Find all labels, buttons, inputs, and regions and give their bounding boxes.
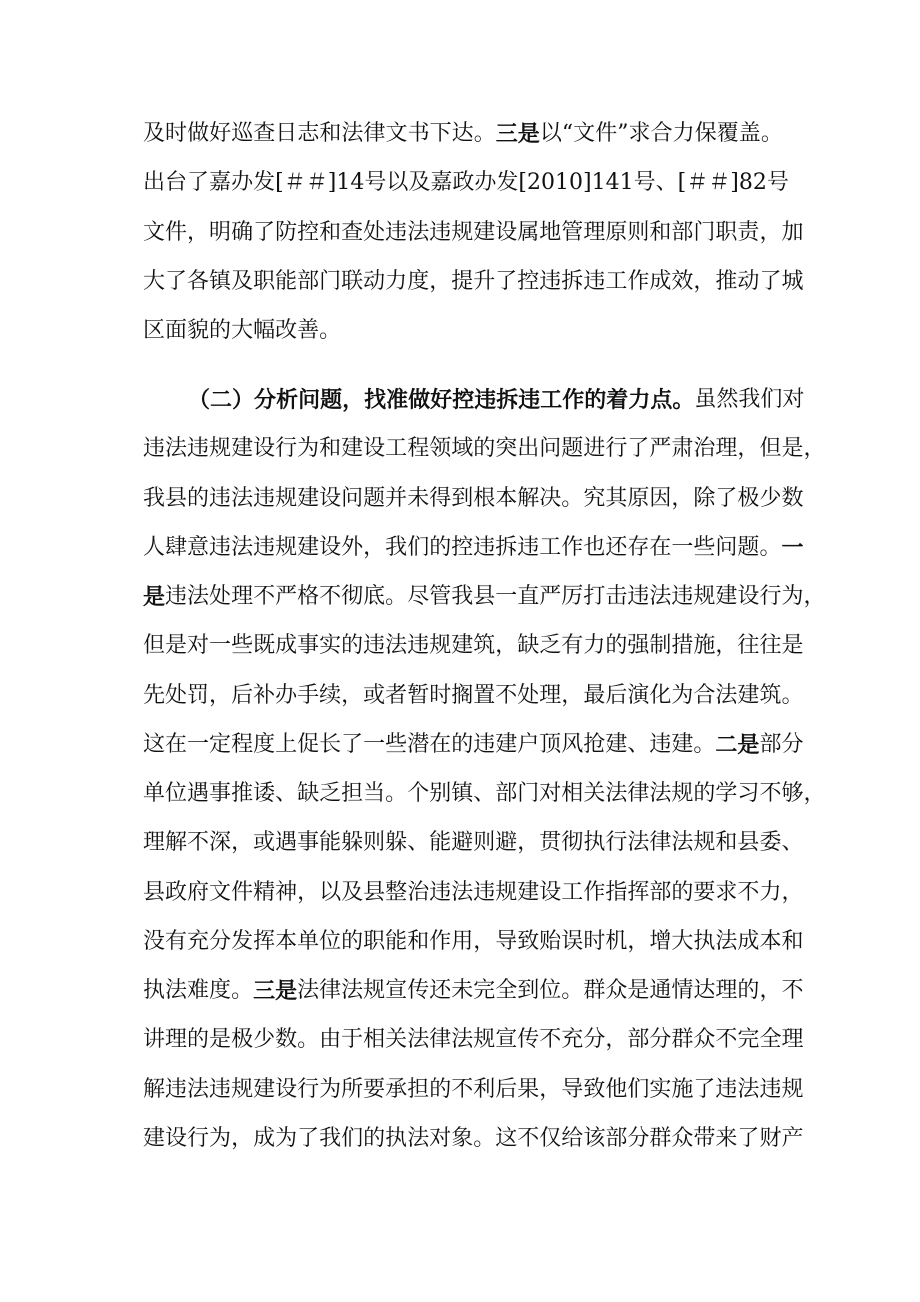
text-line: 及 时 做 好 巡 查 日 志 和 法 律 文 书 下 达 。 三 是 以 “ 文 件 ” 求 合 力 保 覆 盖 。	[143, 121, 783, 147]
text-line: 讲 理 的 是 极 少 数 。 由 于 相 关 法 律 法 规 宣 传 不 充 分 ， 部 分 群 众 不 完 全 理	[143, 1027, 804, 1053]
text-line: 没 有 充 分 发 挥 本 单 位 的 职 能 和 作 用 ， 导 致 贻 误 时 机 ， 增 大 执 法 成 本 和	[143, 928, 804, 954]
text-line: 文 件 ， 明 确 了 防 控 和 查 处 违 法 违 规 建 设 属 地 管 理 原 则 和 部 门 职 责 ， 加	[143, 219, 804, 245]
text-line: 执 法 难 度 。 三 是 法 律 法 规 宣 传 还 未 完 全 到 位 。 群 众 是 通 情 达 理 的 ， 不	[143, 978, 804, 1004]
text-line: （ 二 ） 分 析 问 题 ， 找 准 做 好 控 违 拆 违 工 作 的 着 力 点 。 虽 然 我 们 对	[188, 387, 805, 413]
text-line: 解 违 法 违 规 建 设 行 为 所 要 承 担 的 不 利 后 果 ， 导 致 他 们 实 施 了 违 法 违 规	[143, 1076, 804, 1102]
text-line: 我 县 的 违 法 违 规 建 设 问 题 并 未 得 到 根 本 解 决 。 究 其 原 因 ， 除 了 极 少 数	[143, 485, 804, 511]
text-line: 是 违 法 处 理 不 严 格 不 彻 底 。 尽 管 我 县 一 直 严 厉 打 击 违 法 违 规 建 设 行 为 ，	[143, 584, 826, 610]
text-line: 单 位 遇 事 推 诿 、 缺 乏 担 当 。 个 别 镇 、 部 门 对 相 关 法 律 法 规 的 学 习 不 够 ，	[143, 781, 826, 806]
text-line: 先 处 罚 ， 后 补 办 手 续 ， 或 者 暂 时 搁 置 不 处 理 ， 最 后 演 化 为 合 法 建 筑 。	[143, 682, 804, 708]
text-line: 这 在 一 定 程 度 上 促 长 了 一 些 潜 在 的 违 建 户 顶 风 抢 建 、 违 建 。 二 是 部 分	[143, 731, 804, 758]
text-line: 出 台 了 嘉 办 发 [ ＃ ＃ ] 1 4 号 以 及 嘉 政 办 发 [ 2 0 1 0 ] 1 4 1 号 、 [ ＃ ＃ ] 8 2 号	[143, 170, 789, 196]
text-line: 理 解 不 深 ， 或 遇 事 能 躲 则 躲 、 能 避 则 避 ， 贯 彻 执 行 法 律 法 规 和 县 委 、	[143, 830, 804, 856]
text-line: 违 法 违 规 建 设 行 为 和 建 设 工 程 领 域 的 突 出 问 题 进 行 了 严 肃 治 理 ， 但 是 ，	[143, 436, 826, 462]
text-line: 县 政 府 文 件 精 神 ， 以 及 县 整 治 违 法 违 规 建 设 工 作 指 挥 部 的 要 求 不 力 ，	[143, 879, 804, 905]
text-line: 人 肆 意 违 法 违 规 建 设 外 ， 我 们 的 控 违 拆 违 工 作 也 还 存 在 一 些 问 题 。 一	[143, 534, 804, 561]
text-line: 建 设 行 为 ， 成 为 了 我 们 的 执 法 对 象 。 这 不 仅 给 该 部 分 群 众 带 来 了 财 产	[143, 1125, 804, 1151]
text-line: 但 是 对 一 些 既 成 事 实 的 违 法 违 规 建 筑 ， 缺 乏 有 力 的 强 制 措 施 ， 往 往 是	[143, 633, 804, 659]
text-line: 区 面 貌 的 大 幅 改 善 。	[143, 318, 342, 343]
text-line: 大 了 各 镇 及 职 能 部 门 联 动 力 度 ， 提 升 了 控 违 拆 违 工 作 成 效 ， 推 动 了 城	[143, 268, 804, 294]
